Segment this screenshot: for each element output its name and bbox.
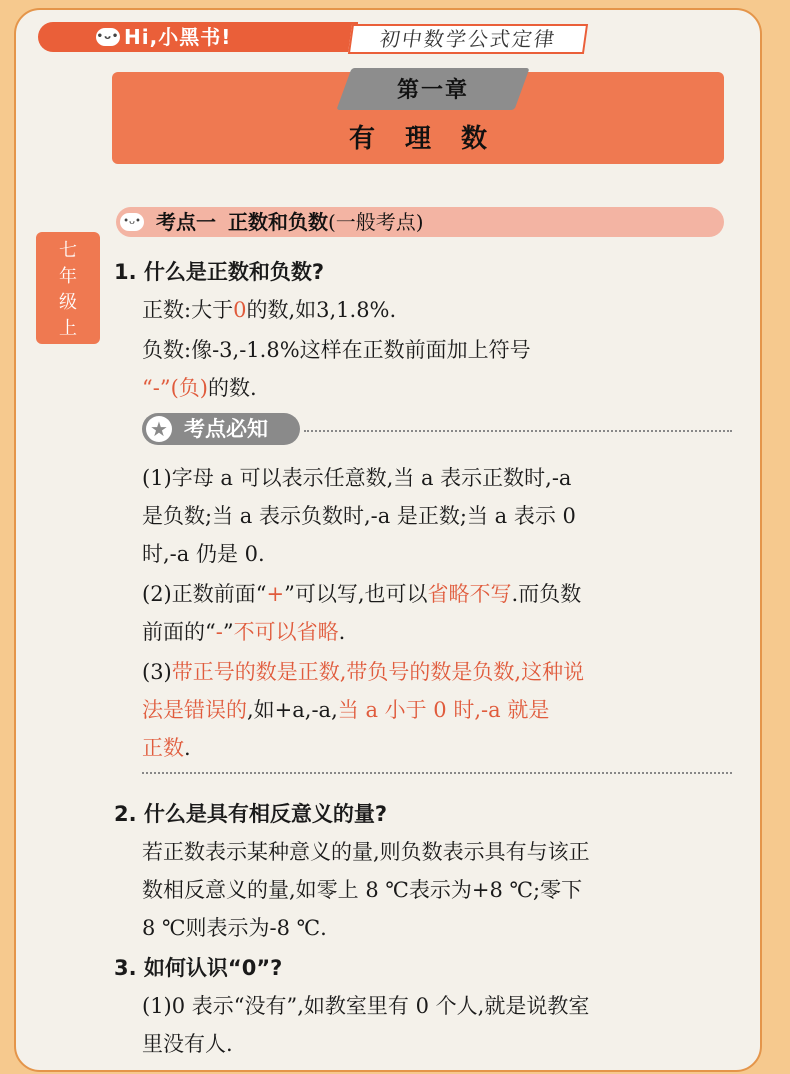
- highlight: “-”(负): [142, 376, 208, 400]
- note-1-line-2: 是负数;当 a 表示负数时,-a 是正数;当 a 表示 0: [142, 504, 576, 528]
- text: 正数:大于: [142, 298, 234, 322]
- page: [14, 8, 762, 1072]
- text: .: [338, 620, 346, 644]
- brand-banner: [38, 22, 358, 52]
- question-2: 2. 什么是具有相反意义的量?: [114, 802, 388, 826]
- mascot-icon: •ᴗ•: [120, 213, 144, 231]
- note-3-line-3: [142, 732, 191, 762]
- star-icon: ★: [146, 416, 172, 442]
- text: (2)正数前面“: [142, 582, 267, 606]
- grade-char: 年: [59, 266, 77, 287]
- note-1-line-1: (1)字母 a 可以表示任意数,当 a 表示正数时,-a: [142, 466, 572, 490]
- text: ,如+a,-a,: [247, 698, 338, 722]
- grade-char: 七: [59, 240, 77, 261]
- q2-line-2: 数相反意义的量,如零上 8 ℃表示为+8 ℃;零下: [142, 878, 583, 902]
- q3-line-1: (1)0 表示“没有”,如教室里有 0 个人,就是说教室: [142, 994, 590, 1018]
- highlight: 省略不写: [427, 582, 512, 606]
- grade-char: 级: [59, 292, 77, 313]
- key-points-text: 考点必知: [184, 417, 268, 441]
- dotted-divider: [142, 772, 732, 774]
- chapter-banner: [112, 72, 724, 164]
- highlight: 法是错误的: [142, 698, 247, 722]
- text: .: [184, 736, 191, 760]
- brand-text: Hi,小黑书!: [124, 25, 232, 49]
- note-2-line-1: [142, 578, 581, 608]
- mascot-icon: •ᴗ•: [96, 28, 120, 46]
- text: .而负数: [511, 582, 582, 606]
- text: 的数.: [207, 376, 257, 400]
- key-points-badge: [142, 413, 300, 445]
- highlight: -: [215, 620, 223, 644]
- q2-line-3: 8 ℃则表示为-8 ℃.: [142, 916, 327, 940]
- question-3: 3. 如何认识“0”?: [114, 956, 283, 980]
- dotted-divider: [304, 430, 732, 432]
- text: 的数,如3,1.8%.: [246, 298, 397, 322]
- q1-line-1: [142, 294, 396, 324]
- text: ”可以写,也可以: [284, 582, 428, 606]
- q1-line-3: [142, 372, 257, 402]
- highlight: 当 a 小于 0 时,-a 就是: [337, 698, 550, 722]
- text: (3): [142, 660, 172, 684]
- q3-line-2: 里没有人.: [142, 1032, 233, 1056]
- chapter-label: 第一章: [396, 78, 469, 103]
- section-label: 考点一: [156, 210, 216, 234]
- book-title: 初中数学公式定律: [348, 24, 588, 54]
- highlight: 不可以省略: [233, 620, 339, 644]
- text: 前面的“: [142, 620, 216, 644]
- note-2-line-2: [142, 616, 345, 646]
- highlight: 带正号的数是正数,带负号的数是负数,这种说: [171, 660, 585, 684]
- highlight: 正数: [142, 736, 184, 760]
- header-bar: [38, 22, 586, 54]
- question-1: 1. 什么是正数和负数?: [114, 260, 325, 284]
- section-header: [116, 207, 724, 237]
- highlight: +: [266, 582, 285, 606]
- section-title: 正数和负数: [228, 210, 328, 234]
- text: ”: [222, 620, 234, 644]
- q1-line-2: 负数:像-3,-1.8%这样在正数前面加上符号: [142, 338, 531, 362]
- note-1-line-3: 时,-a 仍是 0.: [142, 542, 265, 566]
- chapter-title: 有理数: [348, 124, 517, 154]
- note-3-line-1: [142, 656, 584, 686]
- highlight: 0: [233, 298, 247, 322]
- note-3-line-2: [142, 694, 549, 724]
- section-subtitle: (一般考点): [328, 210, 424, 234]
- grade-char: 上: [59, 318, 77, 339]
- q2-line-1: 若正数表示某种意义的量,则负数表示具有与该正: [142, 840, 590, 864]
- grade-side-tab: [36, 232, 100, 344]
